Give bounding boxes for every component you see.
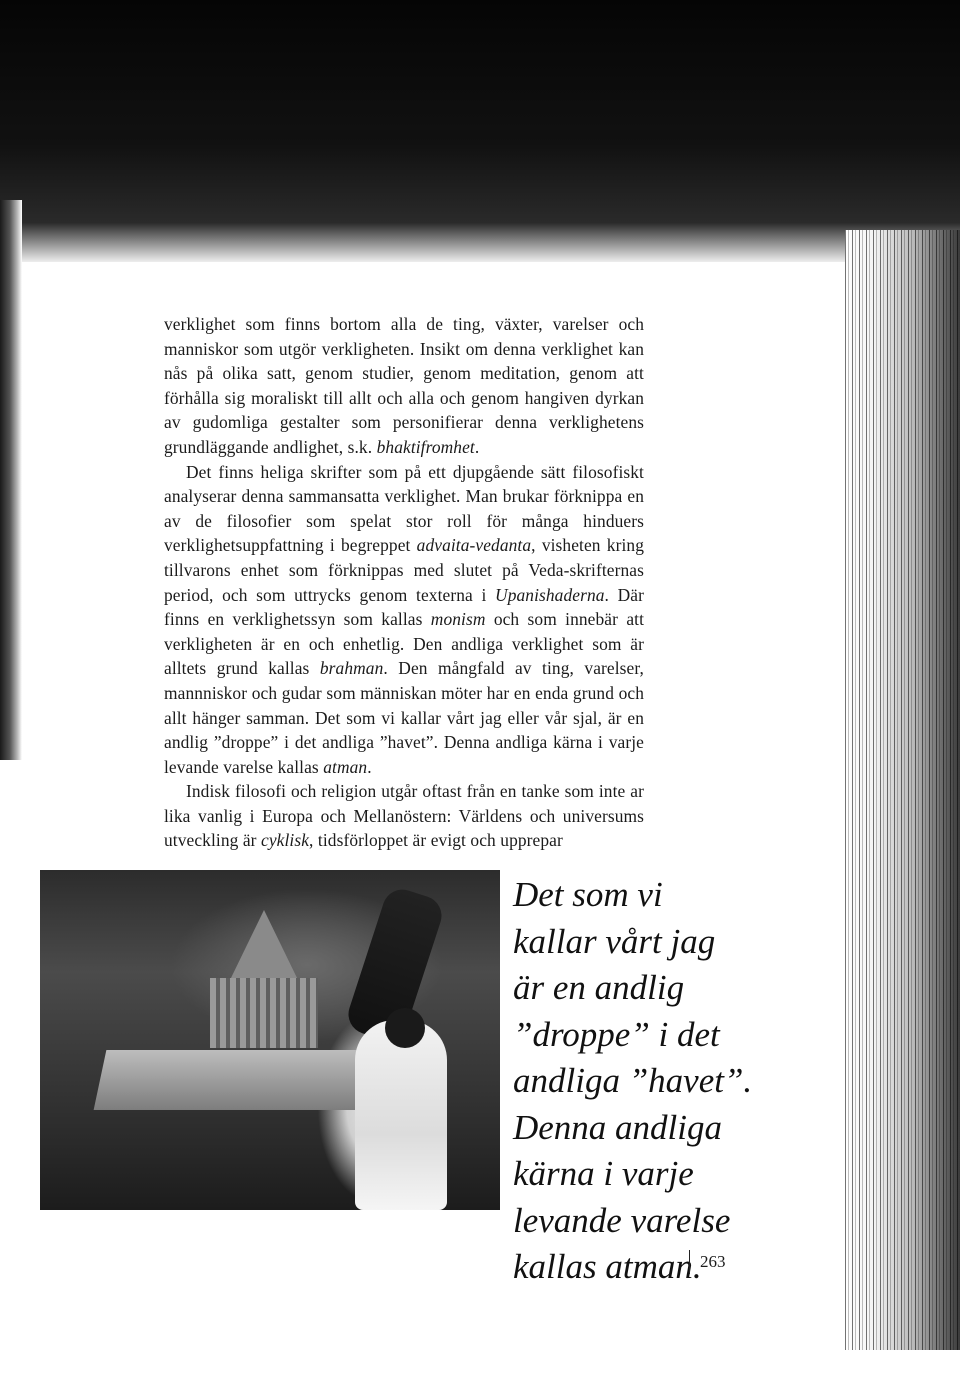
book-page-edges	[845, 230, 960, 1350]
temple-photograph	[40, 870, 500, 1210]
term-atman: atman	[323, 756, 368, 777]
term-upanishaderna: Upanishaderna	[495, 584, 605, 605]
dark-scan-border-top	[0, 0, 960, 262]
term-advaita-vedanta: advaita-vedanta	[416, 535, 532, 556]
term-monism: monism	[430, 609, 486, 630]
praying-figure	[355, 1020, 447, 1210]
temple-spire	[230, 910, 298, 980]
body-text	[164, 312, 644, 853]
temple-tank	[94, 1050, 397, 1110]
pull-quote: Det som vi kallar vårt jag är en andlig ”droppe” i det andliga ”havet”. Denna andliga kärna i varje levande varelse kallas atman.	[513, 875, 753, 1286]
figure-head	[385, 1008, 425, 1048]
paragraph-2: Det finns heliga skrifter som på ett djupgående sätt filosofiskt analyserar denna sammansatta verklighet. Man brukar förknippa en av de filosofier som spelat stor roll för många hinduers verklighetsuppfattning i begreppet advaita-vedanta, visheten kring tillvarons enhet som förknippas med slutet på Veda-skrifternas period, och som uttrycks genom texterna i Upanishaderna. Där finns en verklighetssyn som kallas monism och som innebär att verkligheten är en och enhetlig. Den andliga verklighet som är alltets grund kallas brahman. Den mångfald av ting, varelser, mannniskor och gudar som människan möter har en enda grund och allt hänger samman. Det som vi kallar vårt jag eller vår sjal, är en andlig ”droppe” i det andliga ”havet”. Denna andliga kärna i varje levande varelse kallas atman.	[164, 461, 645, 777]
scan-shadow-left	[0, 200, 22, 760]
temple-base	[210, 978, 318, 1048]
page-number: 263	[689, 1250, 726, 1274]
term-bhaktifromhet: bhaktifromhet	[376, 436, 475, 457]
paragraph-1: verklighet som finns bortom alla de ting, växter, varelser och manniskor som utgör verkligheten. Insikt om denna verklighet kan nås på olika satt, genom studier, genom meditation, genom att förhålla sig moraliskt till allt och alla och genom hangiven dyrkan av gudomliga gestalter som personifierar denna verklighetens grundläggande andlighet, s.k. bhaktifromhet.	[164, 314, 644, 457]
paragraph-3: Indisk filosofi och religion utgår oftast från en tanke som inte ar lika vanlig i Europa och Mellanöstern: Världens och universums utveckling är cyklisk, tidsförloppet är evigt och upprepar	[164, 781, 644, 851]
term-cyklisk: cyklisk	[261, 830, 310, 851]
term-brahman: brahman	[319, 658, 384, 679]
